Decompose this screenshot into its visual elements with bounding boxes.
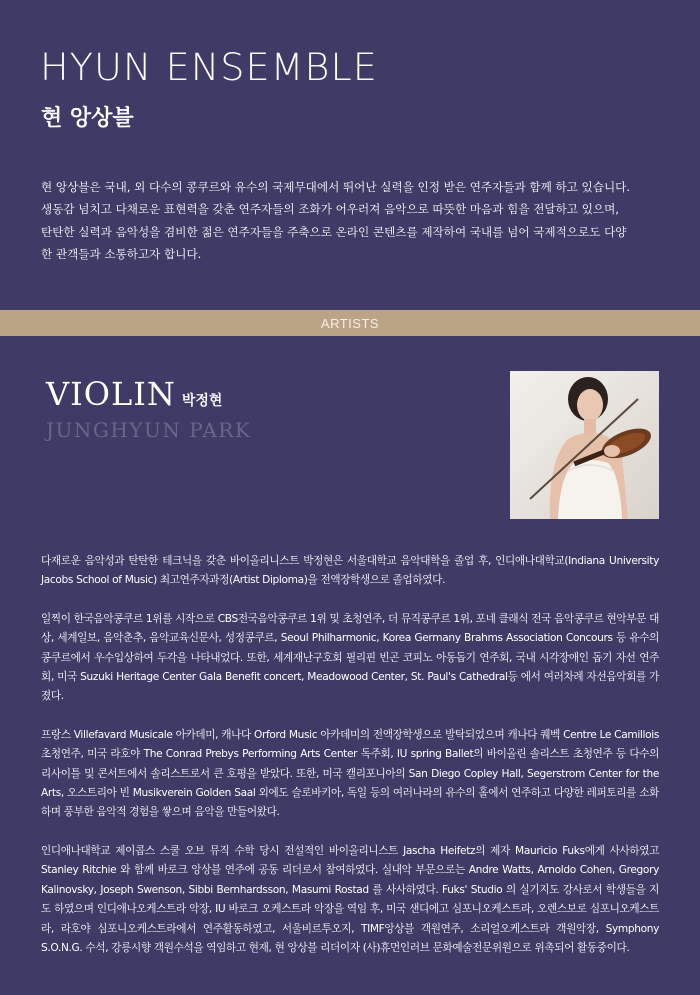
ensemble-intro: 현 앙상블은 국내, 외 다수의 콩쿠르와 유수의 국제무대에서 뛰어난 실력을 인정 받은 연주자들과 함께 하고 있습니다. 생동감 넘치고 다채로운 표현력을 갖춘 연주자들의 조화가 어우러져 음악으로 따뜻한 마음과 힘을 전달하고 있으며, 탄탄한 실력과 음악성을 겸비한 젊은 연주자들을 주축으로 온라인 콘텐츠를 제작하여 국내를 넘어 국제적으로도 다양한 관객들과 소통하고자 합니다. xyxy=(41,180,631,261)
artist-instrument: VIOLIN xyxy=(46,375,176,413)
artist-bio xyxy=(41,552,659,977)
ensemble-title-ko: 현 앙상블 xyxy=(41,106,134,131)
violinist-photo-illustration xyxy=(510,371,659,519)
bio-paragraph: 다재로운 음악성과 탄탄한 테크닉을 갖춘 바이올리니스트 박정현은 서울대학교 음악대학을 졸업 후, 인디애나대학교(Indiana University Jacobs School of Music) 최고연주자과정(Artist Diploma)을 전액장학생으로 졸업하였다. xyxy=(41,555,659,587)
bio-paragraph: 일찍이 한국음악콩쿠르 1위를 시작으로 CBS전국음악콩쿠르 1위 및 초청연주, 더 뮤직콩쿠르 1위, 포네 클래식 전국 음악콩쿠르 현악부문 대상, 세계일보, 음악춘추, 음악교육신문사, 성정콩쿠르, Seoul Philharmonic, Korea Germany Brahms Association Concours 등 유수의 콩쿠르에서 우수입상하여 두각을 나타내었다. 또한, 세계재난구호회 필리핀 빈곤 코피노 아동돕기 연주회, 국내 시각장애인 돕기 자선 연주회, 미국 Suzuki Heritage Center Gala Benefit concert, Meadowood Center, St. Paul's Cathedral등 에서 여러차례 자선음악회를 가졌다. xyxy=(41,612,659,703)
artists-section-label: ARTISTS xyxy=(320,315,380,331)
artists-section-band xyxy=(0,310,700,336)
bio-paragraph: 프랑스 Villefavard Musicale 아카데미, 캐나다 Orford Music 아카데미의 전액장학생으로 발탁되었으며 캐나다 퀘벡 Centre Le Camillois 초청연주, 미국 라호야 The Conrad Prebys Performing Arts Center 독주회, IU spring Ballet의 바이올린 솔리스트 초청연주 등 다수의 리사이틀 및 콘서트에서 솔리스트로서 큰 호평을 받았다. 또한, 미국 캘리포니아의 San Diego Copley Hall, Segerstrom Center for the Arts, 오스트리아 빈 Musikverein Golden Saal 외에도 슬로바키아, 독일 등의 여러나라의 유수의 홀에서 연주하고 다양한 레퍼토리를 소화하며 풍부한 음악적 경험을 쌓으며 음악을 만들어왔다. xyxy=(41,728,659,819)
artist-name-en: JUNGHYUN PARK xyxy=(46,418,252,442)
bio-paragraph: 인디애나대학교 제이콥스 스쿨 오브 뮤직 수학 당시 전설적인 바이올리니스트 Jascha Heifetz의 제자 Mauricio Fuks에게 사사하였고 Stanley Ritchie 와 함께 바로크 앙상블 연주에 공동 리더로서 참여하였다. 실내악 부문으로는 Andre Watts, Arnoldo Cohen, Gregory Kalinovsky, Joseph Swenson, Sibbi Bernhardsson, Masumi Rostad 를 사사하였다. Fuks' Studio 의 실기지도 강사로서 학생들을 지도 하였으며 인디애나오케스트라 악장, IU 바로크 오케스트라 악장을 역임 후, 미국 샌디에고 심포니오케스트라, 오렌스보로 심포니오케스트라, 라호야 심포니오케스트라에서 연주활동하였고, 서울비르투오지, TIMF앙상블 객원연주, 소리얼오케스트라 객원악장, Symphony S.O.N.G. 수석, 강릉시향 객원수석을 역임하고 현재, 현 앙상블 리더이자 (사)휴먼인러브 문화예술전문위원으로 위촉되어 활동중이다. xyxy=(41,844,659,954)
artist-name-ko: 박정현 xyxy=(181,393,223,409)
violinist-photo xyxy=(510,371,659,519)
artist-heading xyxy=(46,374,222,421)
ensemble-title-en: HYUN ENSEMBLE xyxy=(40,46,378,89)
